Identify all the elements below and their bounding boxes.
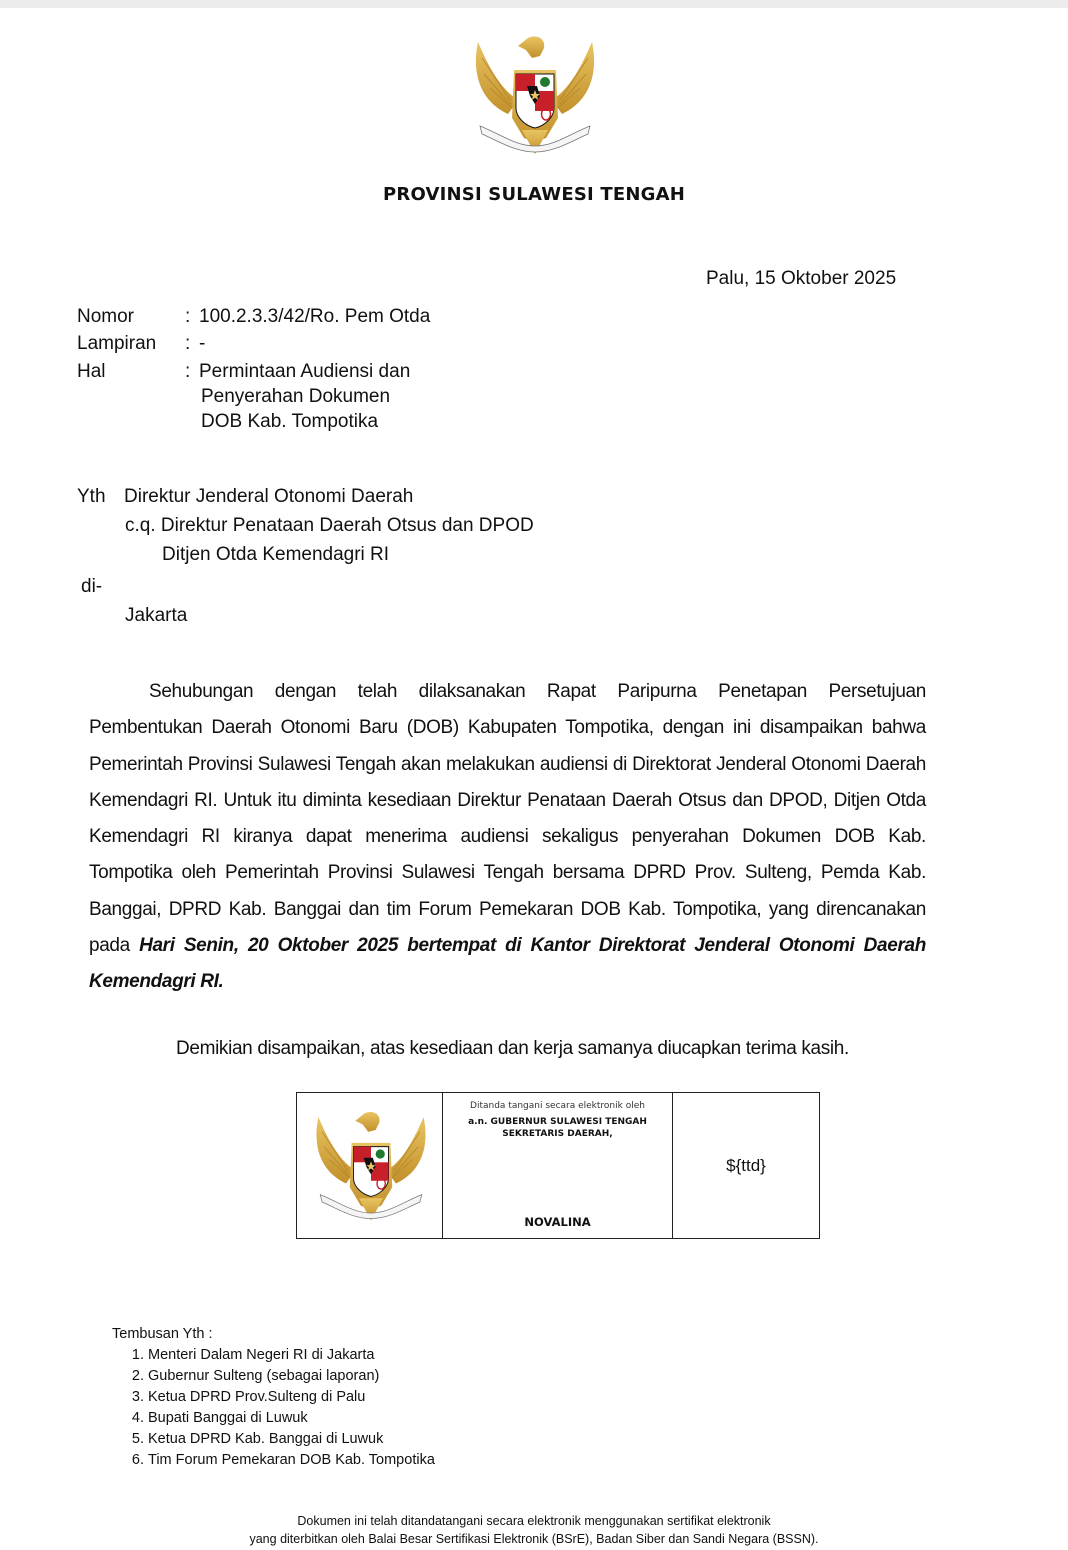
copies-title: Tembusan Yth : [112, 1326, 213, 1342]
colon: : [185, 306, 191, 327]
nomor-label: Nomor [77, 306, 135, 327]
place-date: Palu, 15 Oktober 2025 [706, 268, 897, 289]
on-behalf-of: a.n. GUBERNUR SULAWESI TENGAH [468, 1117, 647, 1127]
signature-box [296, 1092, 820, 1239]
signature-info-cell [443, 1093, 673, 1238]
copies-item: 4. Bupati Banggai di Luwuk [148, 1408, 435, 1429]
garuda-emblem-icon [470, 30, 600, 160]
meta-hal-row [77, 359, 430, 384]
copies-item: 1. Menteri Dalam Negeri RI di Jakarta [148, 1345, 435, 1366]
letter-meta [77, 303, 430, 434]
colon: : [185, 361, 191, 382]
signature-placeholder-cell [673, 1093, 819, 1238]
province-heading: PROVINSI SULAWESI TENGAH [383, 184, 685, 205]
hal-line-2: Penyerahan Dokumen [201, 386, 391, 407]
lampiran-value: - [199, 333, 206, 354]
signed-electronically-note: Ditanda tangani secara elektronik oleh [470, 1101, 645, 1111]
colon: : [185, 333, 191, 354]
copies-section [112, 1324, 435, 1471]
hal-label: Hal [77, 361, 106, 382]
garuda-emblem-icon [311, 1105, 431, 1227]
body-paragraph-emphasis: Hari Senin, 20 Oktober 2025 bertempat di Kantor Direktorat Jenderal Otonomi Daerah Kemendagri RI. [89, 935, 927, 993]
signature-emblem-cell [297, 1093, 443, 1238]
viewer-top-bar [0, 0, 1068, 8]
copies-list [112, 1345, 435, 1471]
footer-line-1: Dokumen ini telah ditandatangani secara elektronik menggunakan sertifikat elektronik [297, 1514, 771, 1528]
addressee-line-2: c.q. Direktur Penataan Daerah Otsus dan DPOD [125, 515, 534, 536]
copies-item: 5. Ketua DPRD Kab. Banggai di Luwuk [148, 1429, 435, 1450]
copies-item: 6. Tim Forum Pemekaran DOB Kab. Tompotika [148, 1450, 435, 1471]
hal-line-3: DOB Kab. Tompotika [201, 411, 379, 432]
signer-position: SEKRETARIS DAERAH, [502, 1129, 613, 1139]
yth-label: Yth [77, 486, 106, 507]
addressee-line-3: Ditjen Otda Kemendagri RI [162, 544, 390, 565]
body-paragraph [89, 674, 926, 1001]
lampiran-label: Lampiran [77, 333, 157, 354]
ttd-placeholder: ${ttd} [726, 1155, 766, 1175]
hal-line-1: Permintaan Audiensi dan [199, 361, 411, 382]
copies-item: 2. Gubernur Sulteng (sebagai laporan) [148, 1366, 435, 1387]
addressee-city: Jakarta [125, 605, 188, 626]
footer-line-2: yang diterbitkan oleh Balai Besar Sertifikasi Elektronik (BSrE), Badan Siber dan Sandi Negara (BSSN). [249, 1532, 819, 1546]
body-paragraph-text: Sehubungan dengan telah dilaksanakan Rapat Paripurna Penetapan Persetujuan Pembentukan Daerah Otonomi Baru (DOB) Kabupaten Tompotika, dengan ini disampaikan bahwa Pemerintah Provinsi Sulawesi Tengah akan melakukan audiensi di Direktorat Jenderal Otonomi Daerah Kemendagri RI. Untuk itu diminta kesediaan Direktur Penataan Daerah Otsus dan DPOD, Ditjen Otda Kemendagri RI kiranya dapat menerima audiensi sekaligus penyerahan Dokumen DOB Kab. Tompotika oleh Pemerintah Provinsi Sulawesi Tengah bersama DPRD Prov. Sulteng, Pemda Kab. Banggai, DPRD Kab. Banggai dan tim Forum Pemekaran DOB Kab. Tompotika, yang direncanakan pada [89, 681, 926, 957]
nomor-value: 100.2.3.3/42/Ro. Pem Otda [199, 306, 431, 327]
meta-lampiran-row [77, 330, 430, 357]
closing-sentence: Demikian disampaikan, atas kesediaan dan kerja samanya diucapkan terima kasih. [176, 1038, 849, 1059]
meta-nomor-row [77, 303, 430, 330]
signer-name: NOVALINA [524, 1215, 591, 1229]
copies-item: 3. Ketua DPRD Prov.Sulteng di Palu [148, 1387, 435, 1408]
addressee-line-1: Direktur Jenderal Otonomi Daerah [124, 486, 414, 507]
e-signature-footer [0, 1512, 1068, 1548]
di-label: di- [81, 576, 103, 597]
